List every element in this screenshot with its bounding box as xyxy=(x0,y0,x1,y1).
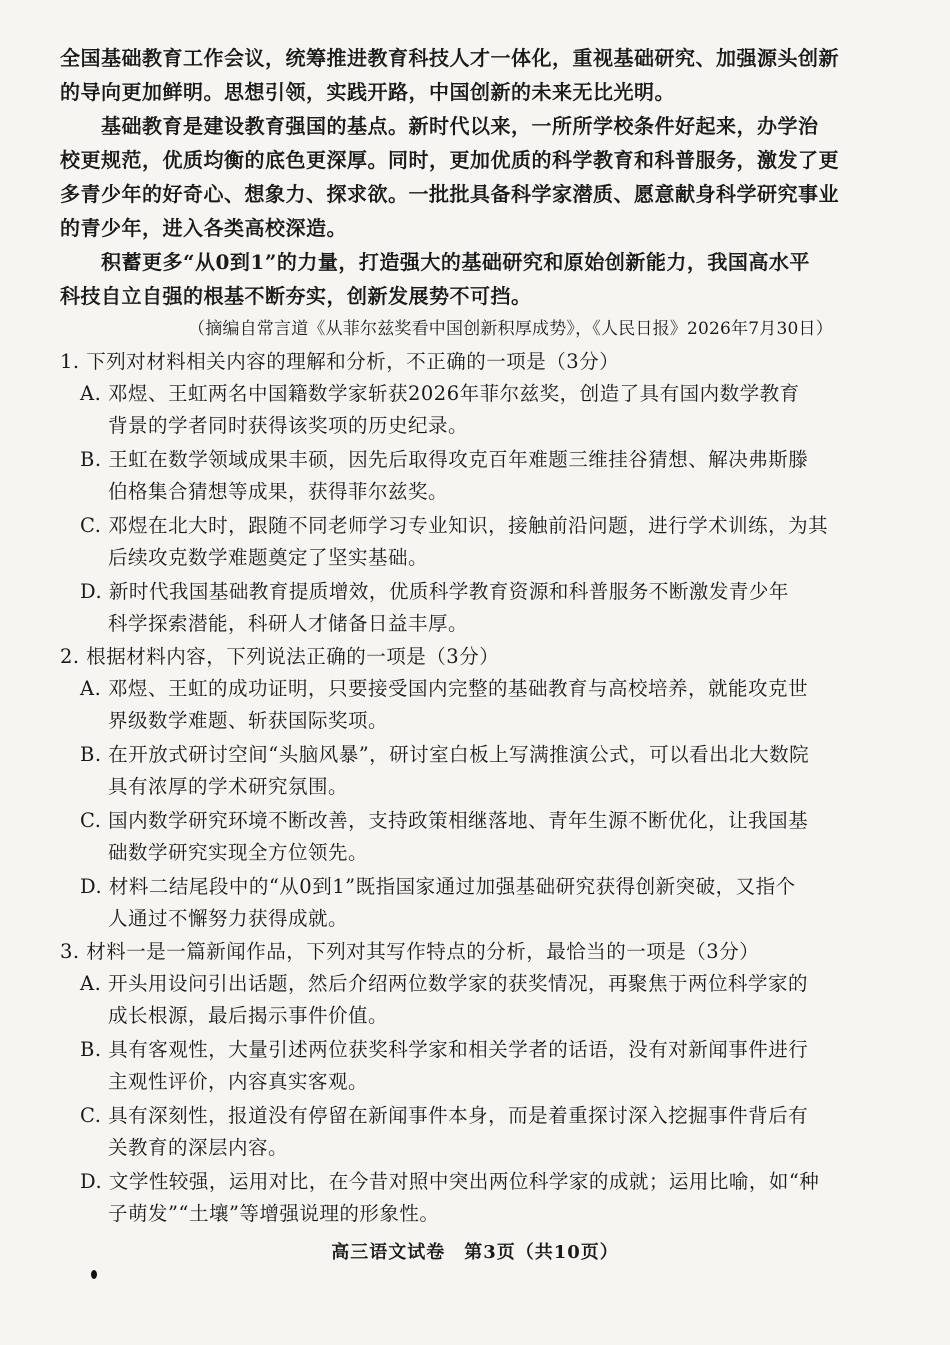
option-a-line-2: 界级数学难题、斩获国际奖项。 xyxy=(108,709,389,732)
option-d-line-1: D. 材料二结尾段中的“从0到1”既指国家通过加强基础研究获得创新突破，又指个 xyxy=(80,875,796,898)
option-d-line-1: D. 文学性较强，运用对比，在今昔对照中突出两位科学家的成就；运用比喻，如“种 xyxy=(80,1170,820,1193)
passage-line: 全国基础教育工作会议，统筹推进教育科技人才一体化，重视基础研究、加强源头创新 xyxy=(60,46,839,70)
option-c-line-1: C. 国内数学研究环境不断改善，支持政策相继落地、青年生源不断优化，让我国基 xyxy=(80,809,809,832)
question-stem: 3. 材料一是一篇新闻作品，下列对其写作特点的分析，最恰当的一项是（3分） xyxy=(60,940,760,963)
passage-line: 科技自立自强的根基不断夯实，创新发展势不可挡。 xyxy=(60,284,532,308)
question-stem: 1. 下列对材料相关内容的理解和分析，不正确的一项是（3分） xyxy=(60,350,620,373)
option-b-line-2: 具有浓厚的学术研究氛围。 xyxy=(108,775,349,798)
passage-source: （摘编自常言道《从菲尔兹奖看中国创新积厚成势》，《人民日报》2026年7月30日） xyxy=(188,319,833,339)
option-c-line-2: 关教育的深层内容。 xyxy=(108,1136,289,1159)
passage-line: 多青少年的好奇心、想象力、探求欲。一批批具备科学家潜质、愿意献身科学研究事业 xyxy=(60,182,839,206)
option-b-line-1: B. 在开放式研讨空间“头脑风暴”，研讨室白板上写满推演公式，可以看出北大数院 xyxy=(80,743,810,766)
option-c-line-1: C. 具有深刻性，报道没有停留在新闻事件本身，而是着重探讨深入挖掘事件背后有 xyxy=(80,1104,809,1127)
page-footer: 高三语文试卷 第3页（共10页） xyxy=(331,1242,619,1263)
passage-line: 基础教育是建设教育强国的基点。新时代以来，一所所学校条件好起来，办学治 xyxy=(101,114,819,138)
option-b-line-2: 伯格集合猜想等成果，获得菲尔兹奖。 xyxy=(108,480,449,503)
option-a-line-1: A. 开头用设问引出话题，然后介绍两位数学家的获奖情况，再聚焦于两位科学家的 xyxy=(80,972,808,995)
passage-line: 积蓄更多“从0到1”的力量，打造强大的基础研究和原始创新能力，我国高水平 xyxy=(101,250,810,274)
option-c-line-2: 础数学研究实现全方位领先。 xyxy=(108,841,369,864)
option-b-line-1: B. 具有客观性，大量引述两位获奖科学家和相关学者的话语，没有对新闻事件进行 xyxy=(80,1038,809,1061)
passage-line: 校更规范，优质均衡的底色更深厚。同时，更加优质的科学教育和科普服务，激发了更 xyxy=(60,148,839,172)
option-d-line-1: D. 新时代我国基础教育提质增效，优质科学教育资源和科普服务不断激发青少年 xyxy=(80,580,789,603)
passage-line: 的导向更加鲜明。思想引领，实践开路，中国创新的未来无比光明。 xyxy=(60,80,675,104)
option-d-line-2: 人通过不懈努力获得成就。 xyxy=(108,907,349,930)
option-a-line-1: A. 邓煜、王虹的成功证明，只要接受国内完整的基础教育与高校培养，就能攻克世 xyxy=(80,677,808,700)
option-c-line-2: 后续攻克数学难题奠定了坚实基础。 xyxy=(108,546,429,569)
ink-speck xyxy=(91,1270,97,1279)
option-d-line-2: 子萌发”“土壤”等增强说理的形象性。 xyxy=(108,1202,440,1225)
option-a-line-2: 成长根源，最后揭示事件价值。 xyxy=(108,1004,389,1027)
option-a-line-1: A. 邓煜、王虹两名中国籍数学家斩获2026年菲尔兹奖，创造了具有国内数学教育 xyxy=(80,382,800,405)
option-a-line-2: 背景的学者同时获得该奖项的历史纪录。 xyxy=(108,414,469,437)
option-b-line-2: 主观性评价，内容真实客观。 xyxy=(108,1070,369,1093)
question-stem: 2. 根据材料内容，下列说法正确的一项是（3分） xyxy=(60,645,500,668)
option-d-line-2: 科学探索潜能，科研人才储备日益丰厚。 xyxy=(108,612,469,635)
option-b-line-1: B. 王虹在数学领域成果丰硕，因先后取得攻克百年难题三维挂谷猜想、解决弗斯滕 xyxy=(80,448,809,471)
passage-line: 的青少年，进入各类高校深造。 xyxy=(60,216,347,240)
option-c-line-1: C. 邓煜在北大时，跟随不同老师学习专业知识，接触前沿问题，进行学术训练，为其 xyxy=(80,514,829,537)
